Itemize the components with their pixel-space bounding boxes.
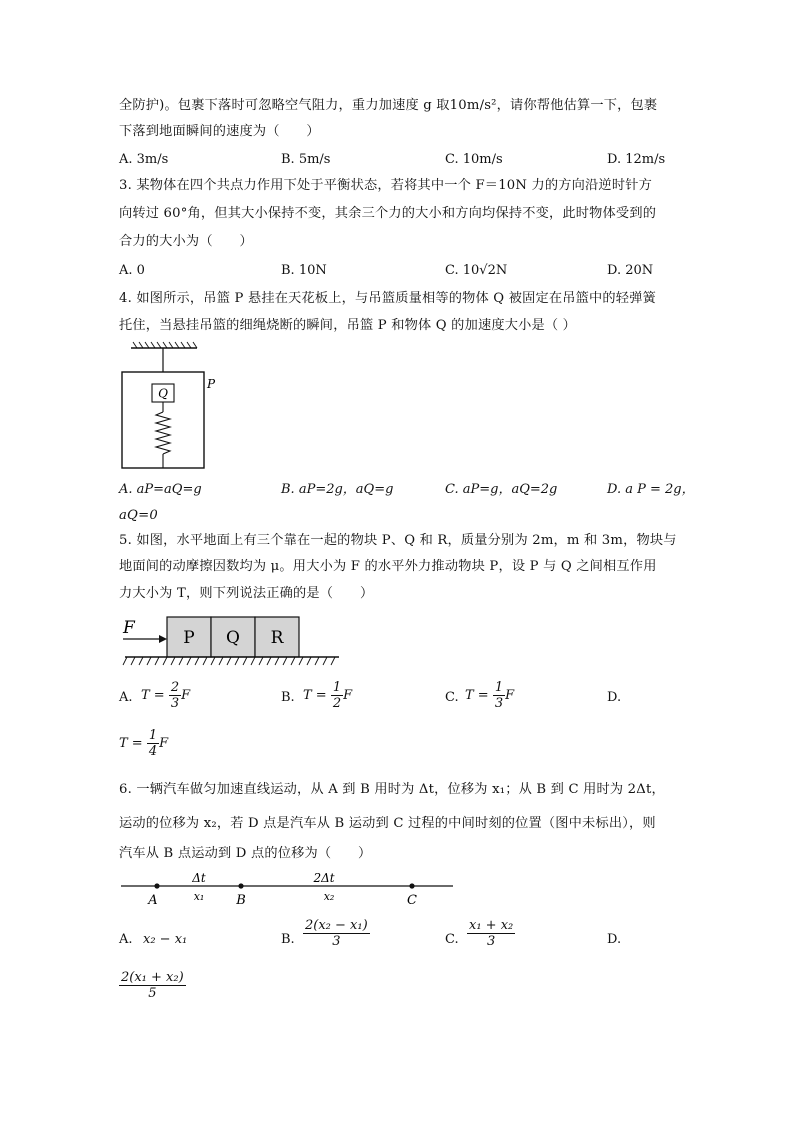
q5-option-d[interactable] — [119, 728, 168, 759]
point-c — [409, 883, 414, 888]
q4-basket-diagram — [119, 340, 229, 472]
q3-text-line-3: 合力的大小为（ ） — [119, 234, 253, 249]
q5-option-b-lhs: T = — [303, 688, 327, 703]
q4-option-a[interactable]: A. aP=aQ=g — [119, 482, 202, 497]
q5-option-c-fraction: $\frac{1}{3}$ — [494, 680, 504, 711]
q3-text-line-1: 3. 某物体在四个共点力作用下处于平衡状态，若将其中一个 F＝10N 力的方向沿逆时针方 — [119, 178, 652, 193]
q3-option-c[interactable]: C. 10√2N — [445, 263, 508, 278]
block-q-label: Q — [226, 628, 240, 648]
q5-options — [119, 680, 679, 720]
q4-option-d-continued: aQ=0 — [119, 508, 158, 523]
q5-option-c[interactable] — [465, 680, 514, 711]
q6-option-c[interactable] — [467, 918, 515, 949]
q6-option-a[interactable]: x₂ − x₁ — [143, 932, 188, 947]
q6-option-c-fraction: $\frac{\text{x₁ + x₂}}{3}$ — [469, 918, 514, 949]
segment-bc-displacement: x₂ — [323, 890, 335, 903]
object-q-label: Q — [158, 386, 168, 401]
q5-text-line-3: 力大小为 T，则下列说法正确的是（ ） — [119, 586, 374, 601]
q4-text-line-1: 4. 如图所示，吊篮 P 悬挂在天花板上，与吊篮质量相等的物体 Q 被固定在吊篮中的轻弹簧 — [119, 291, 656, 306]
q5-option-d-lhs: T = — [119, 736, 143, 751]
q6-option-d-letter[interactable]: D. — [607, 932, 622, 947]
q6-option-d-continued — [119, 970, 679, 1014]
q5-blocks-diagram — [119, 613, 344, 671]
q6-text-line-2: 运动的位移为 x₂，若 D 点是汽车从 B 运动到 C 过程的中间时刻的位置（图中未标出），则 — [119, 816, 656, 831]
q6-option-a-letter[interactable]: A. — [119, 932, 133, 947]
segment-bc-time: 2Δt — [313, 871, 335, 885]
spring — [156, 412, 170, 454]
q5-option-b-letter[interactable]: B. — [281, 690, 295, 705]
q4-option-d[interactable]: D. a P = 2g， — [607, 482, 695, 497]
ground — [123, 657, 339, 665]
force-arrow-head — [159, 635, 167, 643]
q4-option-c[interactable]: C. aP=g，aQ=2g — [445, 482, 558, 497]
point-b — [238, 883, 243, 888]
q5-text-line-2: 地面间的动摩擦因数均为 μ。用大小为 F 的水平外力推动物块 P，设 P 与 Q 之间相互作用 — [119, 559, 657, 574]
q2-option-a[interactable]: A. 3m/s — [119, 152, 169, 167]
q6-option-b-fraction: $\frac{\text{2(x₂ − x₁)}}{3}$ — [305, 918, 368, 949]
q3-option-a[interactable]: A. 0 — [119, 263, 145, 278]
point-b-label: B — [236, 893, 246, 908]
q5-option-b[interactable] — [303, 680, 352, 711]
q6-option-c-letter[interactable]: C. — [445, 932, 459, 947]
q2-text-line-1: 全防护)。包裹下落时可忽略空气阻力，重力加速度 g 取10m/s²，请你帮他估算一下，包裹 — [119, 98, 658, 113]
q5-option-c-lhs: T = — [465, 688, 489, 703]
q6-option-d[interactable] — [119, 970, 186, 1001]
q5-option-a[interactable] — [141, 680, 190, 711]
point-c-label: C — [407, 893, 417, 908]
q5-text-line-1: 5. 如图，水平地面上有三个靠在一起的物块 P、Q 和 R，质量分别为 2m，m 和 3m，物块与 — [119, 533, 677, 548]
block-r-label: R — [270, 628, 284, 648]
q5-option-d-continued — [119, 728, 679, 768]
q3-option-d[interactable]: D. 20N — [607, 263, 654, 278]
q3-text-line-2: 向转过 60°角，但其大小保持不变，其余三个力的大小和方向均保持不变，此时物体受到的 — [119, 206, 657, 221]
q6-option-b-letter[interactable]: B. — [281, 932, 295, 947]
q5-option-c-letter[interactable]: C. — [445, 690, 459, 705]
q2-text-line-2: 下落到地面瞬间的速度为（ ） — [119, 124, 320, 139]
q3-option-b[interactable]: B. 10N — [281, 263, 327, 278]
q5-option-b-rhs: F — [343, 688, 353, 703]
q4-option-b[interactable]: B. aP=2g，aQ=g — [281, 482, 394, 497]
q4-text-line-2: 托住，当悬挂吊篮的细绳烧断的瞬间，吊篮 P 和物体 Q 的加速度大小是（ ） — [119, 318, 577, 333]
q5-option-b-fraction: $\frac{1}{2}$ — [332, 680, 342, 711]
q6-options — [119, 918, 679, 962]
q2-option-d[interactable]: D. 12m/s — [607, 152, 666, 167]
q5-option-a-rhs: F — [181, 688, 191, 703]
q6-option-d-fraction: $\frac{\text{2(x₁ + x₂)}}{5}$ — [121, 970, 184, 1001]
block-p-label: P — [183, 628, 195, 648]
q2-option-b[interactable]: B. 5m/s — [281, 152, 331, 167]
q5-option-d-rhs: F — [159, 736, 169, 751]
segment-ab-time: Δt — [192, 871, 206, 885]
q5-option-d-fraction: $\frac{1}{4}$ — [148, 728, 158, 759]
q6-option-b[interactable] — [303, 918, 370, 949]
basket-p-label: P — [207, 377, 216, 391]
q5-option-a-lhs: T = — [141, 688, 165, 703]
segment-ab-displacement: x₁ — [193, 890, 205, 903]
q5-option-d-letter[interactable]: D. — [607, 690, 622, 705]
point-a — [154, 883, 159, 888]
point-a-label: A — [148, 893, 158, 908]
q6-text-line-1: 6. 一辆汽车做匀加速直线运动，从 A 到 B 用时为 Δt，位移为 x₁；从 B 到 C 用时为 2Δt， — [119, 782, 665, 797]
q2-option-c[interactable]: C. 10m/s — [445, 152, 503, 167]
q6-motion-diagram — [119, 868, 459, 912]
q5-option-c-rhs: F — [505, 688, 515, 703]
force-label: F — [123, 618, 135, 638]
q5-option-a-letter[interactable]: A. — [119, 690, 133, 705]
q6-text-line-3: 汽车从 B 点运动到 D 点的位移为（ ） — [119, 846, 372, 861]
q5-option-a-fraction: $\frac{2}{3}$ — [170, 680, 180, 711]
ceiling — [131, 342, 197, 348]
